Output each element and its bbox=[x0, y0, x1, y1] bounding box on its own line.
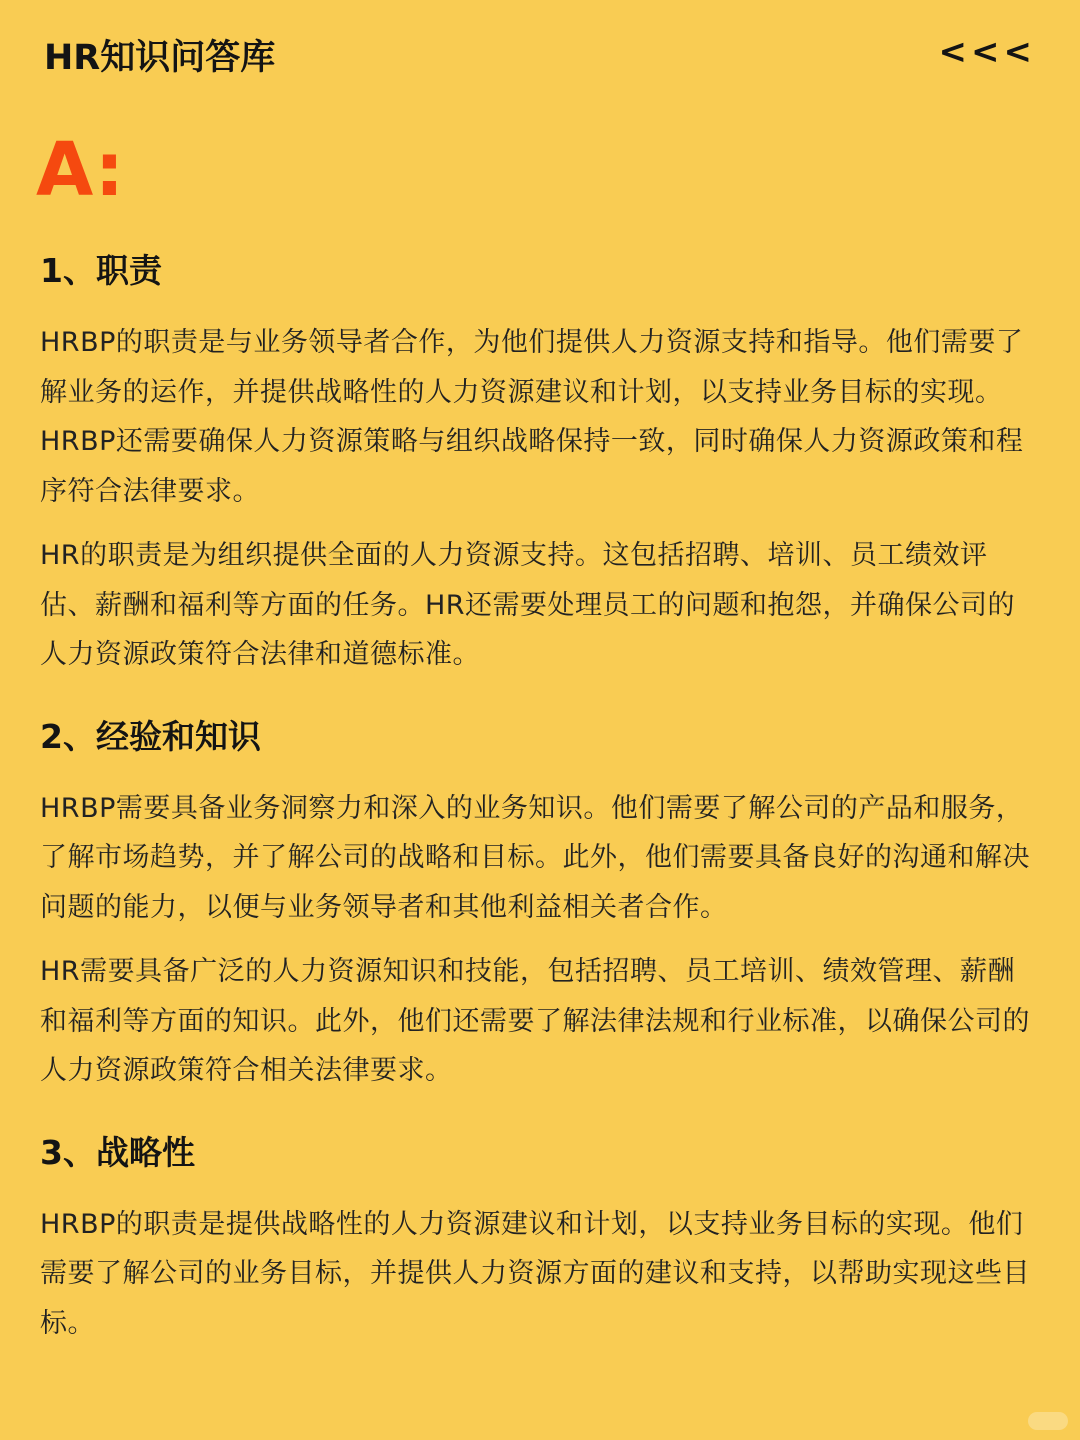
page-title: HR知识问答库 bbox=[44, 38, 276, 78]
paragraph-hr-experience: HR需要具备广泛的人力资源知识和技能，包括招聘、员工培训、绩效管理、薪酬和福利等方面的知识。此外，他们还需要了解法律法规和行业标准，以确保公司的人力资源政策符合相关法律要求。 bbox=[40, 956, 1030, 1086]
paragraph-hrbp-strategy: HRBP的职责是提供战略性的人力资源建议和计划，以支持业务目标的实现。他们需要了解公司的业务目标，并提供人力资源方面的建议和支持，以帮助实现这些目标。 bbox=[40, 1208, 1030, 1339]
section-heading-duties: 1、职责 bbox=[40, 251, 162, 290]
section-heading-experience: 2、经验和知识 bbox=[40, 716, 261, 756]
paragraph-hr-duties: HR的职责是为组织提供全面的人力资源支持。这包括招聘、培训、员工绩效评估、薪酬和福利等方面的任务。HR还需要处理员工的问题和抱怨，并确保公司的人力资源政策符合法律和道德标准。 bbox=[40, 540, 1016, 670]
paragraph-hrbp-experience: HRBP需要具备业务洞察力和深入的业务知识。他们需要了解公司的产品和服务，了解市场趋势，并了解公司的战略和目标。此外，他们需要具备良好的沟通和解决问题的能力，以便与业务领导者和其他利益相关者合作。 bbox=[40, 792, 1030, 923]
section-heading-strategy: 3、战略性 bbox=[40, 1132, 195, 1172]
answer-content bbox=[40, 248, 1035, 1348]
header bbox=[44, 30, 1036, 86]
paragraph-hrbp-duties: HRBP的职责是与业务领导者合作，为他们提供人力资源支持和指导。他们需要了解业务的运作，并提供战略性的人力资源建议和计划，以支持业务目标的实现。 HRBP还需要确保人力资源策略与组织战略保持一致，同时确保人力资源政策和程序符合法律要求。 bbox=[40, 327, 1024, 507]
answer-label: A: bbox=[36, 127, 125, 213]
scroll-indicator bbox=[1028, 1412, 1068, 1430]
back-arrows-icon[interactable]: <<< bbox=[938, 32, 1036, 72]
